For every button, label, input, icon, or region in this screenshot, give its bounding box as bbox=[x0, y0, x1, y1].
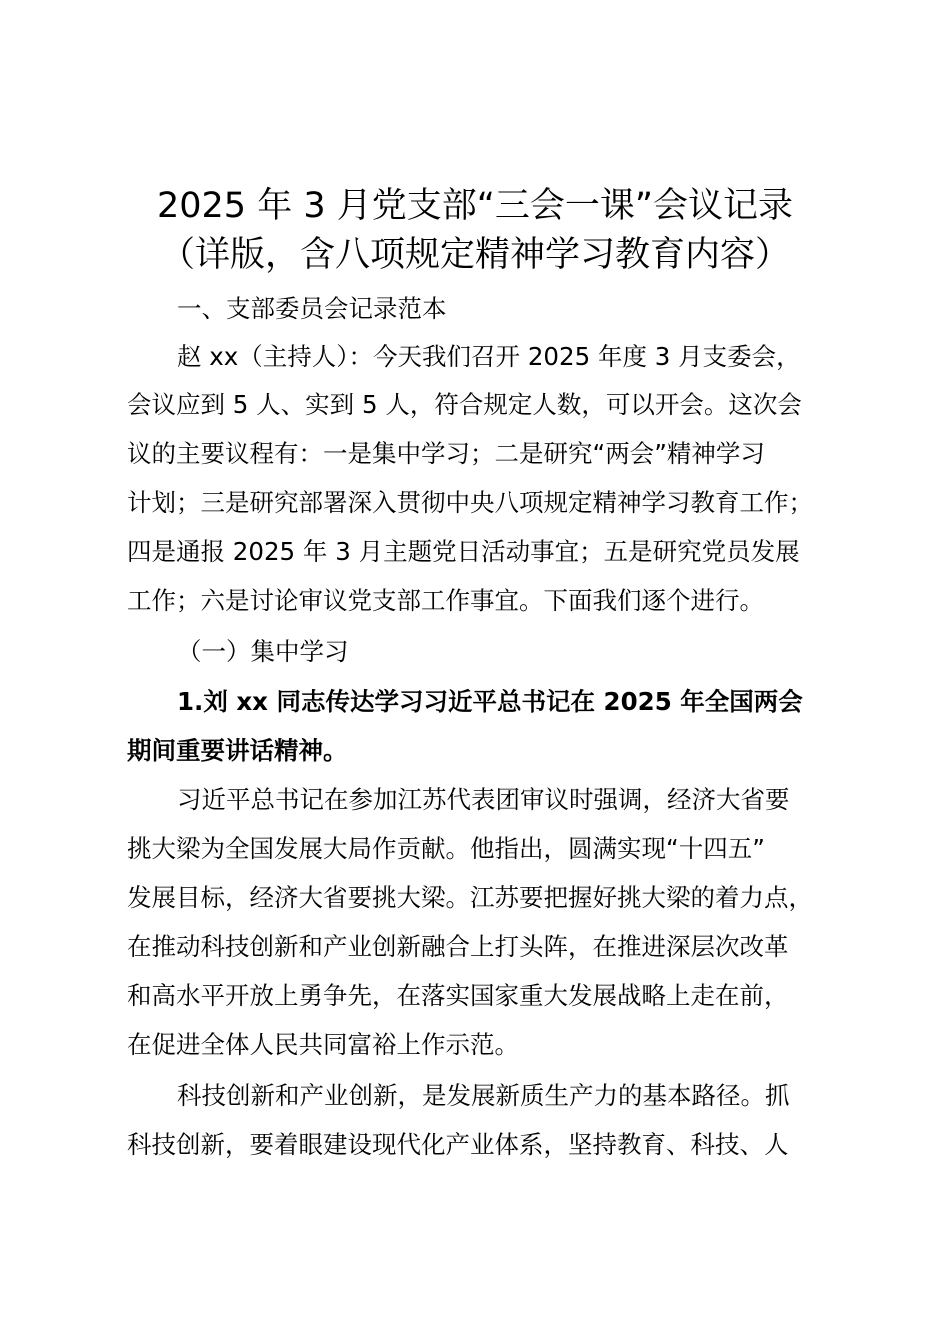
paragraph-line: 计划；三是研究部署深入贯彻中央八项规定精神学习教育工作； bbox=[127, 488, 813, 517]
document-title-line2: （详版，含八项规定精神学习教育内容） bbox=[159, 235, 790, 275]
paragraph-line: 议的主要议程有：一是集中学习；二是研究“两会”精神学习 bbox=[127, 439, 765, 468]
paragraph-line: 四是通报 2025 年 3 月主题党日活动事宜；五是研究党员发展 bbox=[127, 537, 800, 566]
paragraph-line: 科技创新，要着眼建设现代化产业体系，坚持教育、科技、人 bbox=[127, 1130, 789, 1159]
paragraph-line: 习近平总书记在参加江苏代表团审议时强调，经济大省要 bbox=[177, 785, 790, 814]
paragraph-line: 在推动科技创新和产业创新融合上打头阵，在推进深层次改革 bbox=[127, 932, 789, 961]
paragraph-line: 工作；六是讨论审议党支部工作事宜。下面我们逐个进行。 bbox=[127, 586, 764, 615]
paragraph-line: 科技创新和产业创新，是发展新质生产力的基本路径。抓 bbox=[177, 1081, 790, 1110]
paragraph-line: 发展目标，经济大省要挑大梁。江苏要把握好挑大梁的着力点， bbox=[127, 883, 813, 912]
document-title-line1: 2025 年 3 月党支部“三会一课”会议记录 bbox=[157, 186, 793, 226]
paragraph-line: 赵 xx（主持人）：今天我们召开 2025 年度 3 月支委会， bbox=[177, 342, 801, 371]
paragraph-line: 挑大梁为全国发展大局作贡献。他指出，圆满实现“十四五” bbox=[127, 834, 765, 863]
paragraph-line: 在促进全体人民共同富裕上作示范。 bbox=[127, 1030, 519, 1059]
paragraph-line: 会议应到 5 人、实到 5 人，符合规定人数，可以开会。这次会 bbox=[127, 390, 802, 419]
bold-heading-line: 1.刘 xx 同志传达学习习近平总书记在 2025 年全国两会 bbox=[177, 687, 803, 716]
paragraph-line: 和高水平开放上勇争先，在落实国家重大发展战略上走在前， bbox=[127, 981, 789, 1010]
bold-heading-line: 期间重要讲话精神。 bbox=[127, 736, 348, 765]
subsection-heading: （一）集中学习 bbox=[177, 637, 349, 666]
section-heading: 一、支部委员会记录范本 bbox=[177, 294, 447, 323]
